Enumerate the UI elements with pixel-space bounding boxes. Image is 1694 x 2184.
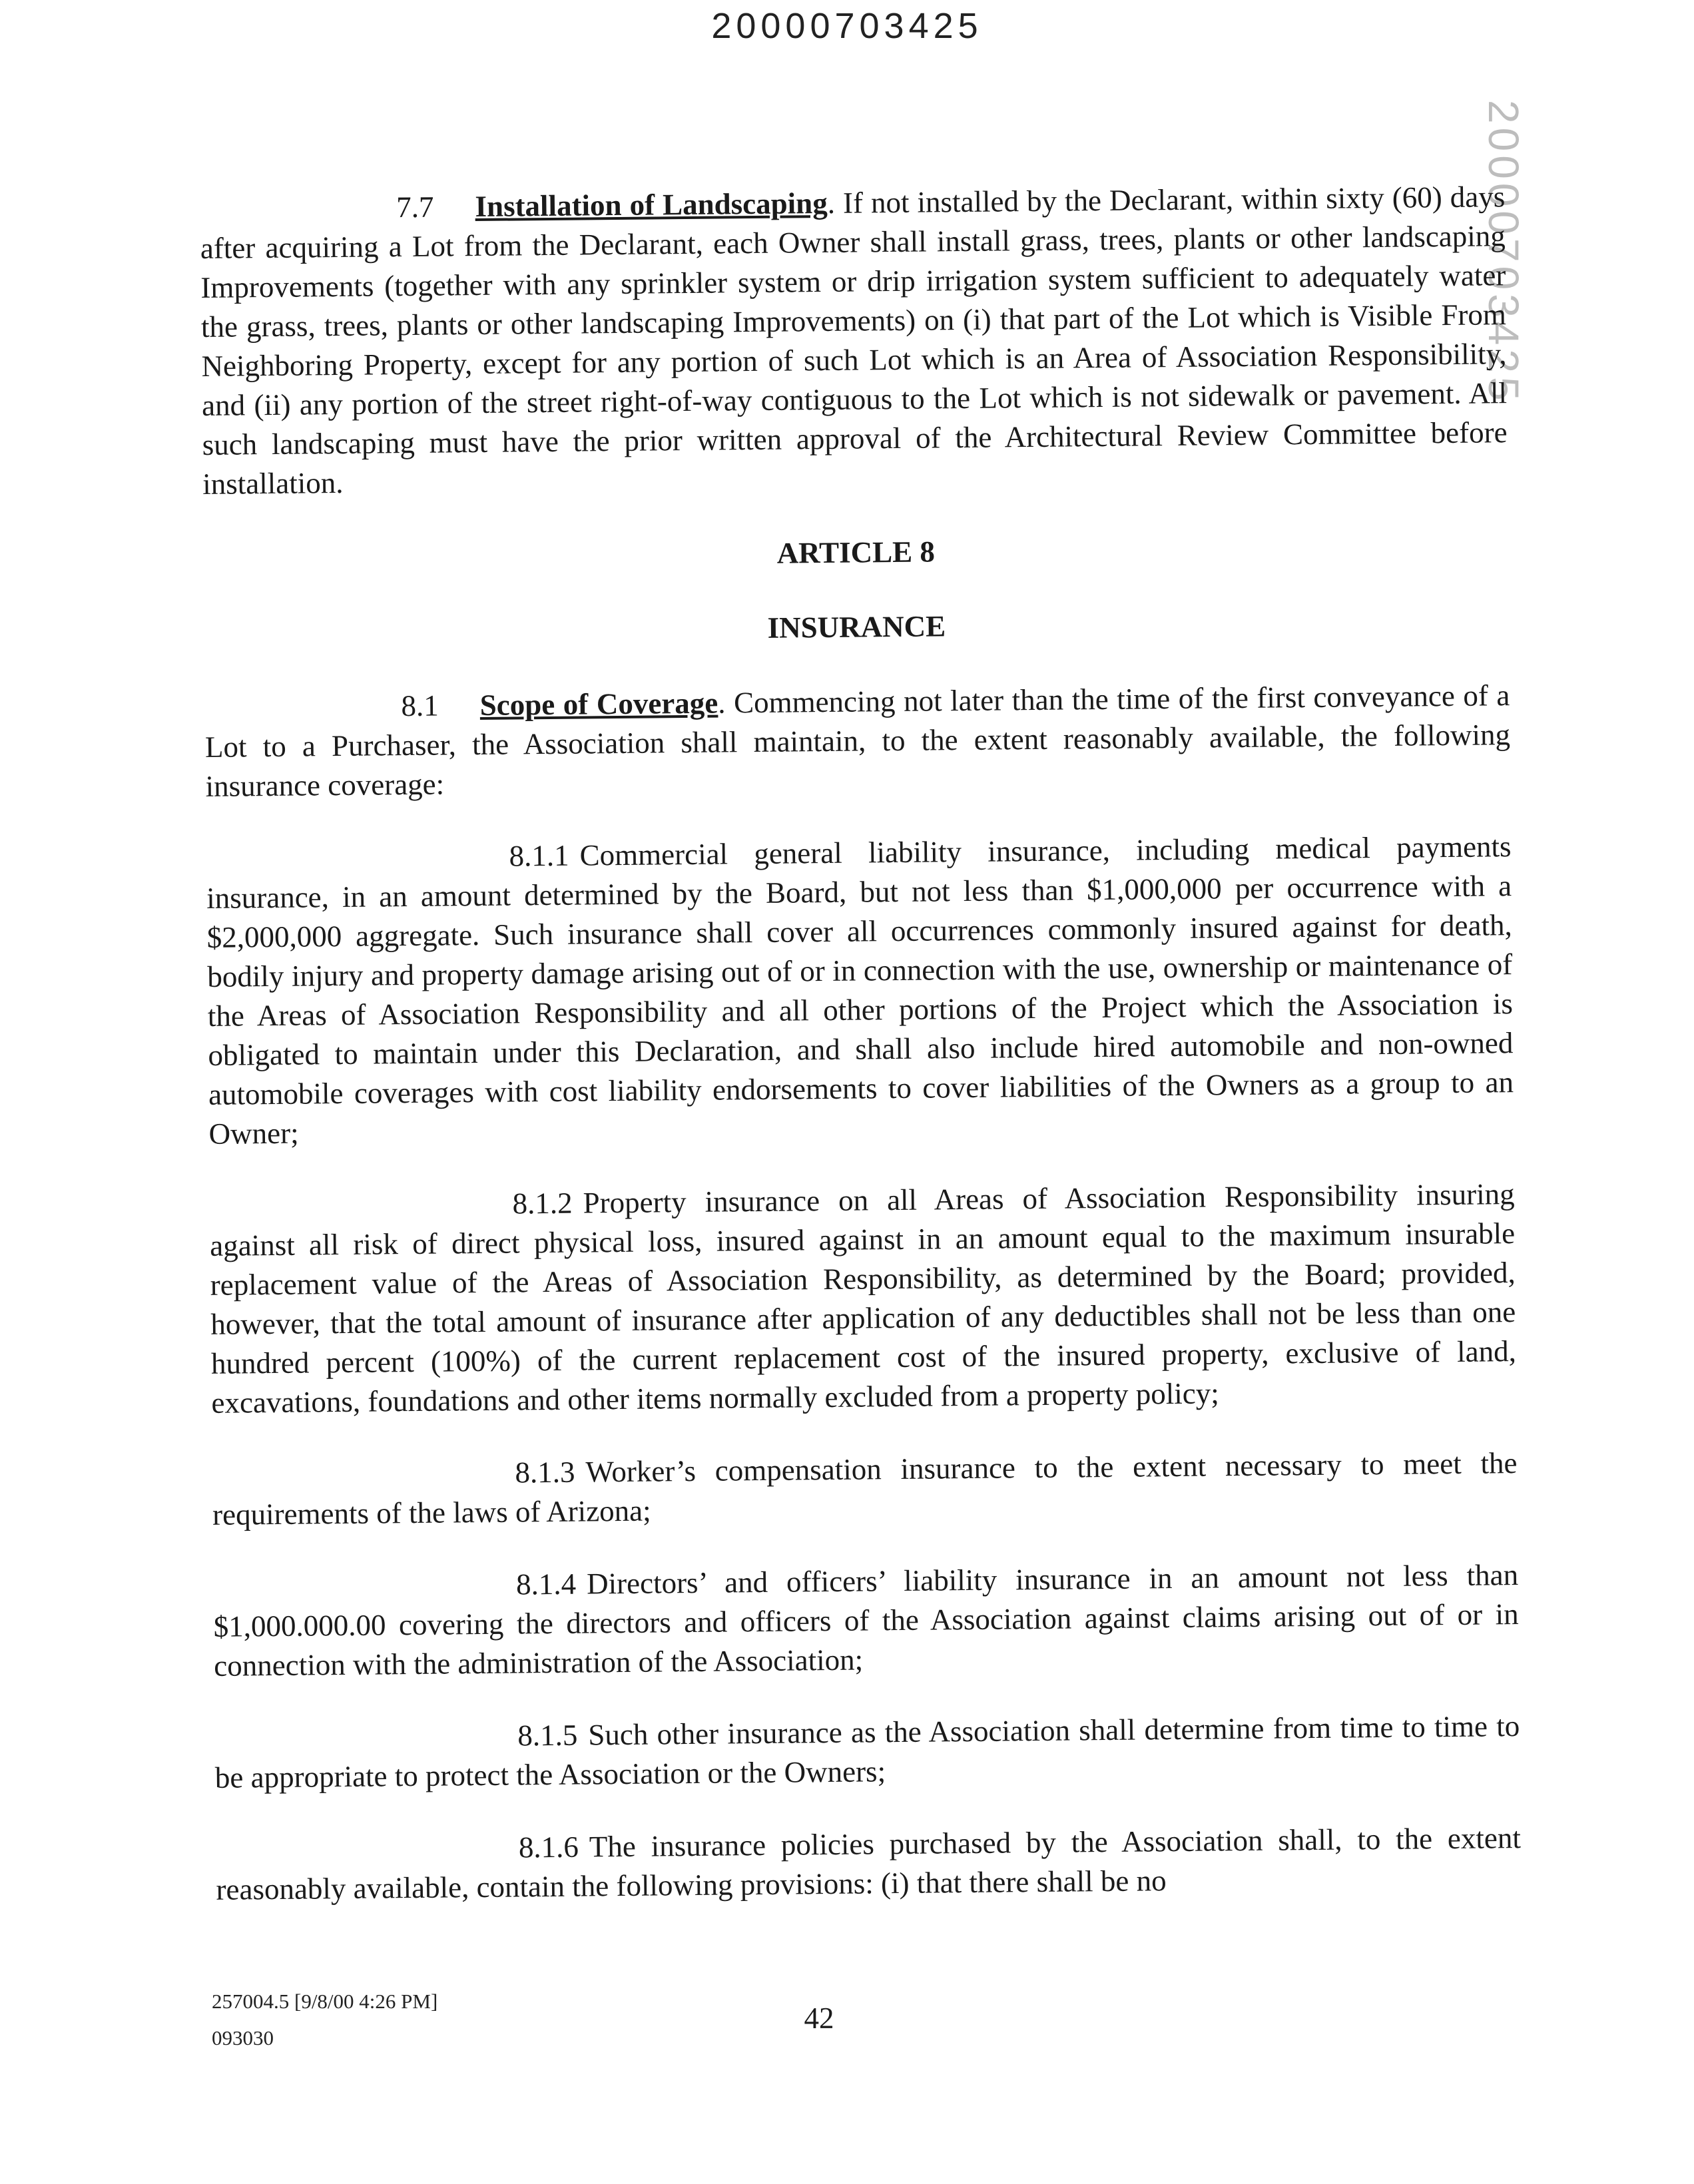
subsection-number: 8.1.4: [515, 1567, 577, 1601]
section-title: Installation of Landscaping: [475, 186, 828, 224]
footer-doc-version: 257004.5 [9/8/00 4:26 PM]: [212, 1990, 438, 2013]
subsection-text: The insurance policies purchased by the Association shall, to the extent reasonably available, contain the following provisions: (i) that there shall be no: [216, 1821, 1522, 1906]
subsection-text: Such other insurance as the Association shall determine from time to time to be appropriate to protect the Association or the Owners;: [214, 1709, 1520, 1794]
subsection-8-1-1: [206, 827, 1514, 1154]
footer-file-number: 093030: [212, 2026, 274, 2049]
subsection-number: 8.1.1: [509, 838, 569, 873]
subsection-text: Directors’ and officers’ liability insurance in an amount not less than $1,000.000.00 covering the directors and officers of the Association against claims arising out of or in connection with the administration of the Association;: [213, 1558, 1519, 1683]
subsection-8-1-3: [212, 1444, 1518, 1535]
subsection-8-1-2: [209, 1175, 1516, 1423]
subsection-8-1-4: [213, 1555, 1520, 1686]
section-number: 7.7: [396, 190, 434, 224]
subsection-number: 8.1.6: [518, 1830, 579, 1864]
recording-number: 20000703425: [711, 6, 983, 46]
subsection-number: 8.1.2: [512, 1186, 573, 1221]
subsection-text: Commercial general liability insurance, including medical payments insurance, in an amount determined by the Board, but not less than $1,000,000 per occurrence with a $2,000,000 aggregate. Such insurance shall cover all occurrences commonly insured against for death, bodily injury and property damage arising out of or in connection with the use, ownership or maintenance of the Areas of Association Responsibility and all other portions of the Project which the Association is obligated to maintain under this Declaration, and shall also include hired automobile and non-owned automobile coverages with cost liability endorsements to cover liabilities of the Owners as a group to an Owner;: [206, 830, 1514, 1151]
section-8-1: [204, 676, 1511, 806]
subsection-8-1-6: [216, 1818, 1522, 1910]
subsection-text: Property insurance on all Areas of Association Responsibility insuring against all risk of direct physical loss, insured against in an amount equal to the maximum insurable replacement value of the Areas of Association Responsibility, as determined by the Board; provided, however, that the total amount of insurance after application of any deductibles shall not be less than one hundred percent (100%) of the current replacement cost of the insured property, exclusive of land, excavations, foundations and other items normally excluded from a property policy;: [209, 1177, 1517, 1420]
section-text: . Commencing not later than the time of the first conveyance of a Lot to a Purchaser, the Association shall maintain, to the extent reasonably available, the following insurance coverage:: [204, 679, 1511, 803]
section-title: Scope of Coverage: [479, 686, 718, 722]
footer-document-id: [212, 1983, 437, 2056]
subsection-8-1-5: [214, 1707, 1520, 1798]
subsection-number: 8.1.5: [517, 1718, 578, 1753]
subsection-text: Worker’s compensation insurance to the extent necessary to meet the requirements of the laws of Arizona;: [212, 1446, 1518, 1531]
section-7-7: [200, 177, 1508, 504]
side-recording-stamp: 20000703425: [1480, 100, 1528, 405]
section-text: . If not installed by the Declarant, within sixty (60) days after acquiring a Lot from the Declarant, each Owner shall install grass, trees, plants or other landscaping Improvements (together with any sprinkler system or drip irrigation system sufficient to adequately water the grass, trees, plants or other landscaping Improvements) on (i) that part of the Lot which is Visible From Neighboring Property, except for any portion of such Lot which is an Area of Association Responsibility, and (ii) any portion of the street right-of-way contiguous to the Lot which is not sidewalk or pavement. All such landscaping must have the prior written approval of the Architectural Review Committee before installation.: [200, 180, 1508, 501]
article-label: ARTICLE 8: [776, 535, 936, 570]
section-number: 8.1: [401, 688, 439, 723]
document-body: [200, 177, 1522, 1910]
subsection-number: 8.1.3: [515, 1455, 575, 1490]
article-title: INSURANCE: [767, 609, 946, 645]
page-number: 42: [804, 2002, 834, 2035]
